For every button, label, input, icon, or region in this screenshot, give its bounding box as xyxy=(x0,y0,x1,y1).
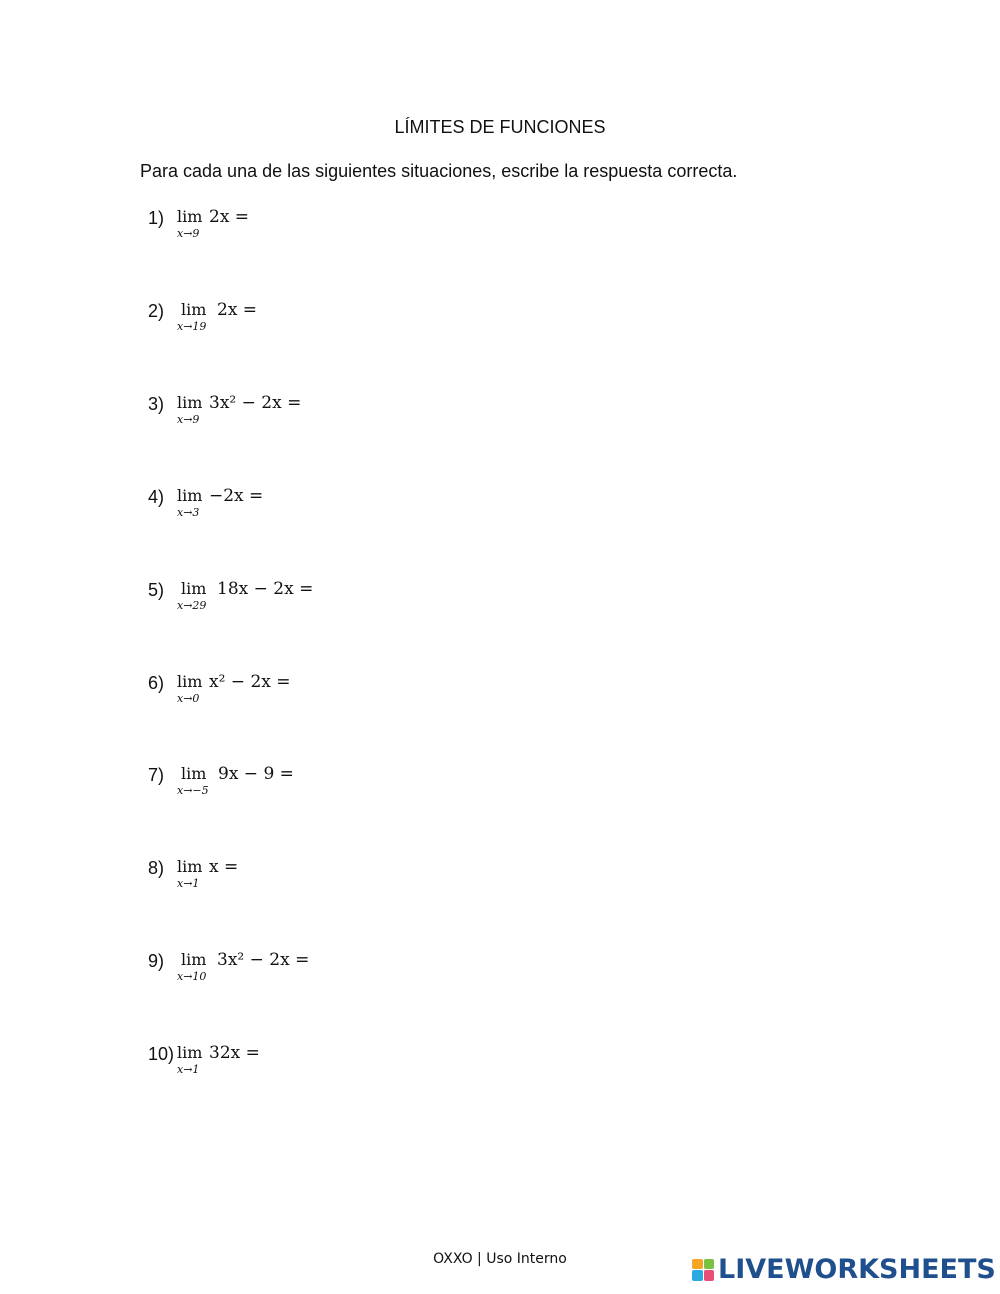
limit-approach: x→9 xyxy=(177,227,200,240)
footer-label: OXXO | Uso Interno xyxy=(433,1251,567,1267)
problem-number: 1) xyxy=(148,208,165,228)
lim-label: lim xyxy=(181,950,207,969)
lim-label: lim xyxy=(177,672,203,691)
instructions: Para cada una de las siguientes situaciones, escribe la respuesta correcta. xyxy=(140,161,738,181)
page-title: LÍMITES DE FUNCIONES xyxy=(394,117,606,137)
logo-square-2 xyxy=(704,1259,715,1270)
limit-expression: 18x − 2x = xyxy=(217,579,314,599)
limit-approach: x→3 xyxy=(177,506,200,519)
limit-notation xyxy=(177,301,217,333)
limit-approach: x→−5 xyxy=(177,784,209,797)
lim-label: lim xyxy=(181,300,207,319)
limit-approach: x→1 xyxy=(177,877,200,890)
problem-number: 3) xyxy=(148,394,165,414)
limit-expression: 2x = xyxy=(217,300,258,320)
lim-label: lim xyxy=(177,857,203,876)
limit-notation xyxy=(177,765,217,797)
limit-expression: 2x = xyxy=(209,207,250,227)
limit-expression: 32x = xyxy=(209,1043,260,1063)
limit-approach: x→19 xyxy=(177,320,207,333)
limit-expression: x = xyxy=(209,857,239,877)
problem-number: 7) xyxy=(148,765,165,785)
lim-label: lim xyxy=(177,486,203,505)
lim-label: lim xyxy=(177,207,203,226)
limit-expression: 3x² − 2x = xyxy=(209,393,302,413)
limit-approach: x→9 xyxy=(177,413,200,426)
limit-expression: −2x = xyxy=(209,486,264,506)
problem-number: 2) xyxy=(148,301,165,321)
logo-square-3 xyxy=(692,1270,703,1281)
problem-number: 5) xyxy=(148,580,165,600)
lim-label: lim xyxy=(177,1043,203,1062)
problem-number: 4) xyxy=(148,487,165,507)
limit-expression: x² − 2x = xyxy=(209,672,291,692)
problem-number: 10) xyxy=(148,1044,175,1064)
logo-square-4 xyxy=(704,1270,715,1281)
logo-square-1 xyxy=(692,1259,703,1270)
problem-number: 8) xyxy=(148,858,165,878)
liveworksheets-brand xyxy=(692,1254,996,1285)
problem-number: 6) xyxy=(148,673,165,693)
problem-number: 9) xyxy=(148,951,165,971)
lim-label: lim xyxy=(181,579,207,598)
limit-approach: x→29 xyxy=(177,599,207,612)
brand-wordmark: LIVEWORKSHEETS xyxy=(718,1254,996,1285)
limit-expression: 9x − 9 = xyxy=(218,764,294,784)
limit-approach: x→10 xyxy=(177,970,207,983)
liveworksheets-logo-icon xyxy=(692,1259,714,1281)
limit-notation xyxy=(177,951,217,983)
limit-expression: 3x² − 2x = xyxy=(217,950,310,970)
lim-label: lim xyxy=(181,764,207,783)
limit-approach: x→0 xyxy=(177,692,200,705)
lim-label: lim xyxy=(177,393,203,412)
limit-notation xyxy=(177,580,217,612)
limit-approach: x→1 xyxy=(177,1063,200,1076)
